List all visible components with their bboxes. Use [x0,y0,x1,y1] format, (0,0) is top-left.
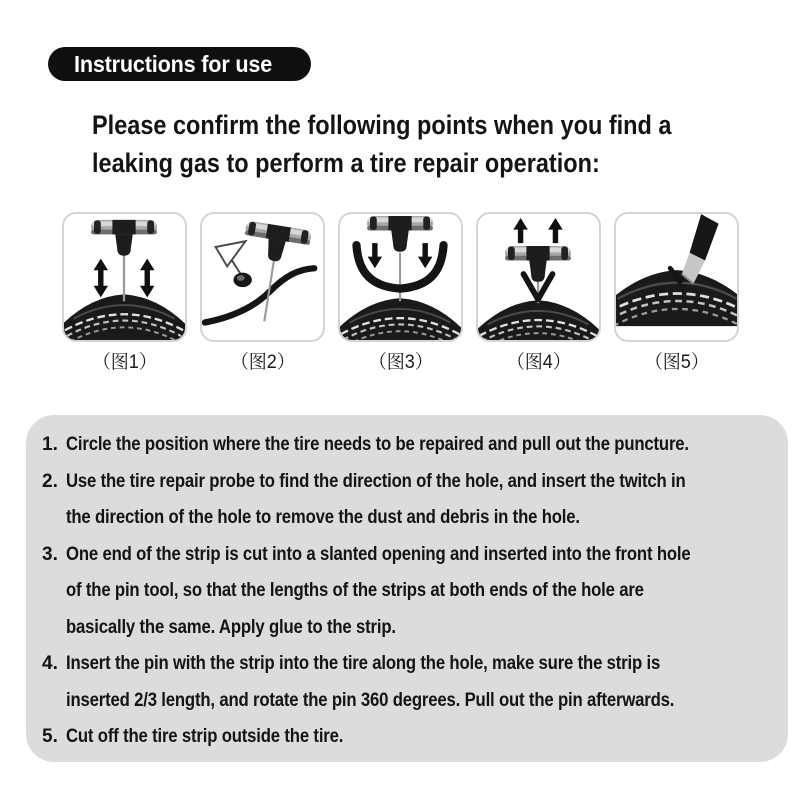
strip-knot-highlight [237,275,245,281]
intro-heading [92,106,758,182]
instruction-line: basically the same. Apply glue to the strip. [66,616,396,638]
down-arrow-icon [418,243,433,268]
figure-2-panel [200,212,325,342]
figure-5-caption: （图5） [644,352,709,373]
pull-tool-out-figure-icon [478,214,599,340]
instruction-number: 1. [42,434,58,455]
repair-strip-icon [205,268,314,322]
cut-strip-figure-icon [616,214,737,340]
pull-out-puncture-figure-icon [64,214,185,340]
instruction-line: Insert the pin with the strip into the tire along the hole, make sure the strip is [66,653,661,674]
double-arrow-icon [94,259,109,298]
instruction-item-5 [42,719,776,756]
tire-icon [64,294,185,340]
figure-1-panel [62,212,187,342]
instruction-line: Circle the position where the tire needs to be repaired and pull out the puncture. [66,434,689,455]
strip-flag-icon [216,241,246,266]
figure-3-panel [338,212,463,342]
instructions-badge [48,47,311,81]
instruction-item-4 [42,646,776,719]
double-arrow-icon [140,259,155,298]
strip-flag-tail-icon [232,261,241,275]
tire-icon [478,300,599,340]
down-arrow-icon [368,243,383,268]
figure-4-caption: （图4） [506,352,571,373]
tire-icon [340,298,461,340]
instruction-item-3 [42,537,776,647]
figure-3 [338,212,463,374]
figure-2 [200,212,325,374]
intro-heading-line-1: Please confirm the following points when you find a [92,110,672,140]
instruction-line: Cut off the tire strip outside the tire. [66,726,344,747]
intro-heading-line-2: leaking gas to perform a tire repair operation: [92,148,600,178]
instructions-badge-label: Instructions for use [74,50,273,77]
t-handle-tool-icon [505,246,571,282]
instruction-item-1 [42,427,776,464]
instruction-number: 2. [42,470,58,492]
figure-3-caption: （图3） [368,352,433,373]
instructions-box [26,415,788,762]
probe-hole-figure-icon [202,214,323,340]
figure-1-caption: （图1） [92,352,157,373]
figures-row [62,212,738,374]
instruction-line: inserted 2/3 length, and rotate the pin 360 degrees. Pull out the pin afterwards. [66,689,675,711]
instruction-line: One end of the strip is cut into a slanted opening and inserted into the front hole [66,543,691,565]
figure-2-caption: （图2） [230,352,295,373]
figure-5 [614,212,739,374]
insert-strip-tool-figure-icon [340,214,461,340]
up-arrow-icon [513,218,528,243]
figure-4-panel [476,212,601,342]
instruction-line: of the pin tool, so that the lengths of the strips at both ends of the hole are [66,580,644,601]
instruction-number: 4. [42,653,58,674]
t-handle-tool-icon [91,220,157,256]
instruction-line: the direction of the hole to remove the dust and debris in the hole. [66,507,580,528]
instruction-item-2 [42,464,776,537]
up-arrow-icon [548,218,563,243]
figure-4 [476,212,601,374]
knife-icon [682,214,719,284]
instruction-number: 3. [42,543,58,565]
figure-5-panel [614,212,739,342]
figure-1 [62,212,187,374]
instruction-number: 5. [42,726,58,747]
instruction-line: Use the tire repair probe to find the direction of the hole, and insert the twitch in [66,470,686,492]
